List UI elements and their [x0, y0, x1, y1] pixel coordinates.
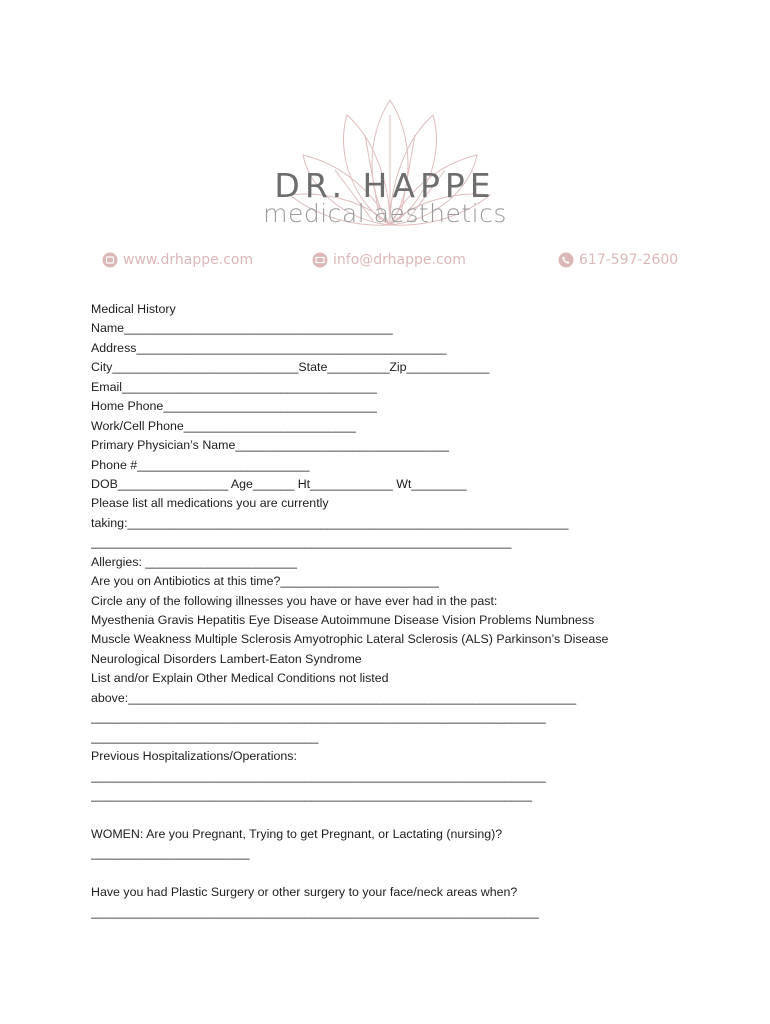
- form-line[interactable]: City___________________________State_________Zip____________: [91, 360, 490, 375]
- form-line[interactable]: DOB________________ Age______ Ht____________ Wt________: [91, 476, 467, 491]
- website-contact[interactable]: [102, 250, 253, 270]
- form-line: Circle any of the following illnesses you have or have ever had in the past:: [91, 593, 498, 608]
- form-title: Medical History: [91, 302, 176, 316]
- form-line: Neurological Disorders Lambert-Eaton Syndrome: [91, 651, 362, 666]
- form-line[interactable]: Allergies: ______________________: [91, 554, 298, 569]
- form-line: WOMEN: Are you Pregnant, Trying to get Pregnant, or Lactating (nursing)?: [91, 826, 503, 841]
- form-line: Previous Hospitalizations/Operations:: [91, 749, 297, 764]
- form-line[interactable]: above:_________________________________________________________________: [91, 690, 577, 705]
- mail-icon: [312, 252, 328, 268]
- form-line: [91, 864, 691, 883]
- form-line: [91, 805, 691, 824]
- form-line: Please list all medications you are currently: [91, 496, 329, 511]
- email-link[interactable]: info@drhappe.com: [333, 252, 466, 268]
- form-line[interactable]: Primary Physician’s Name_______________________________: [91, 438, 449, 453]
- form-line: Muscle Weakness Multiple Sclerosis Amyotrophic Lateral Sclerosis (ALS) Parkinson’s Disease: [91, 632, 609, 647]
- brand-subtitle: medical aesthetics: [263, 199, 507, 228]
- form-line[interactable]: __________________________________________________________________: [91, 768, 546, 783]
- form-line[interactable]: _________________________________________________________________: [91, 904, 539, 919]
- form-line: List and/or Explain Other Medical Conditions not listed: [91, 671, 389, 686]
- phone-icon: [558, 252, 574, 268]
- brand-name: DR. HAPPE: [274, 166, 496, 205]
- form-line: Myesthenia Gravis Hepatitis Eye Disease Autoimmune Disease Vision Problems Numbness: [91, 613, 595, 627]
- globe-icon: [102, 252, 118, 268]
- form-line[interactable]: Home Phone_______________________________: [91, 399, 377, 414]
- form-line[interactable]: _____________________________________________________________: [91, 535, 512, 550]
- phone-contact[interactable]: [558, 250, 678, 270]
- form-line[interactable]: Address_____________________________________________: [91, 340, 447, 355]
- form-line[interactable]: Are you on Antibiotics at this time?_______________________: [91, 574, 439, 589]
- form-line[interactable]: Name_______________________________________: [91, 321, 393, 336]
- medical-history-form: [91, 300, 691, 922]
- form-line[interactable]: __________________________________________________________________: [91, 710, 546, 725]
- form-line[interactable]: Phone #_________________________: [91, 457, 310, 472]
- form-line[interactable]: _______________________: [91, 846, 250, 861]
- form-line[interactable]: Work/Cell Phone_________________________: [91, 418, 357, 433]
- form-line: Have you had Plastic Surgery or other surgery to your face/neck areas when?: [91, 885, 518, 900]
- email-contact[interactable]: [312, 250, 466, 270]
- form-line[interactable]: taking:________________________________________________________________: [91, 515, 569, 530]
- form-line[interactable]: ________________________________________________________________: [91, 787, 533, 802]
- form-line[interactable]: _________________________________: [91, 729, 319, 744]
- form-line[interactable]: Email_____________________________________: [91, 379, 377, 394]
- website-link[interactable]: www.drhappe.com: [123, 252, 254, 268]
- phone-number[interactable]: 617-597-2600: [579, 252, 679, 268]
